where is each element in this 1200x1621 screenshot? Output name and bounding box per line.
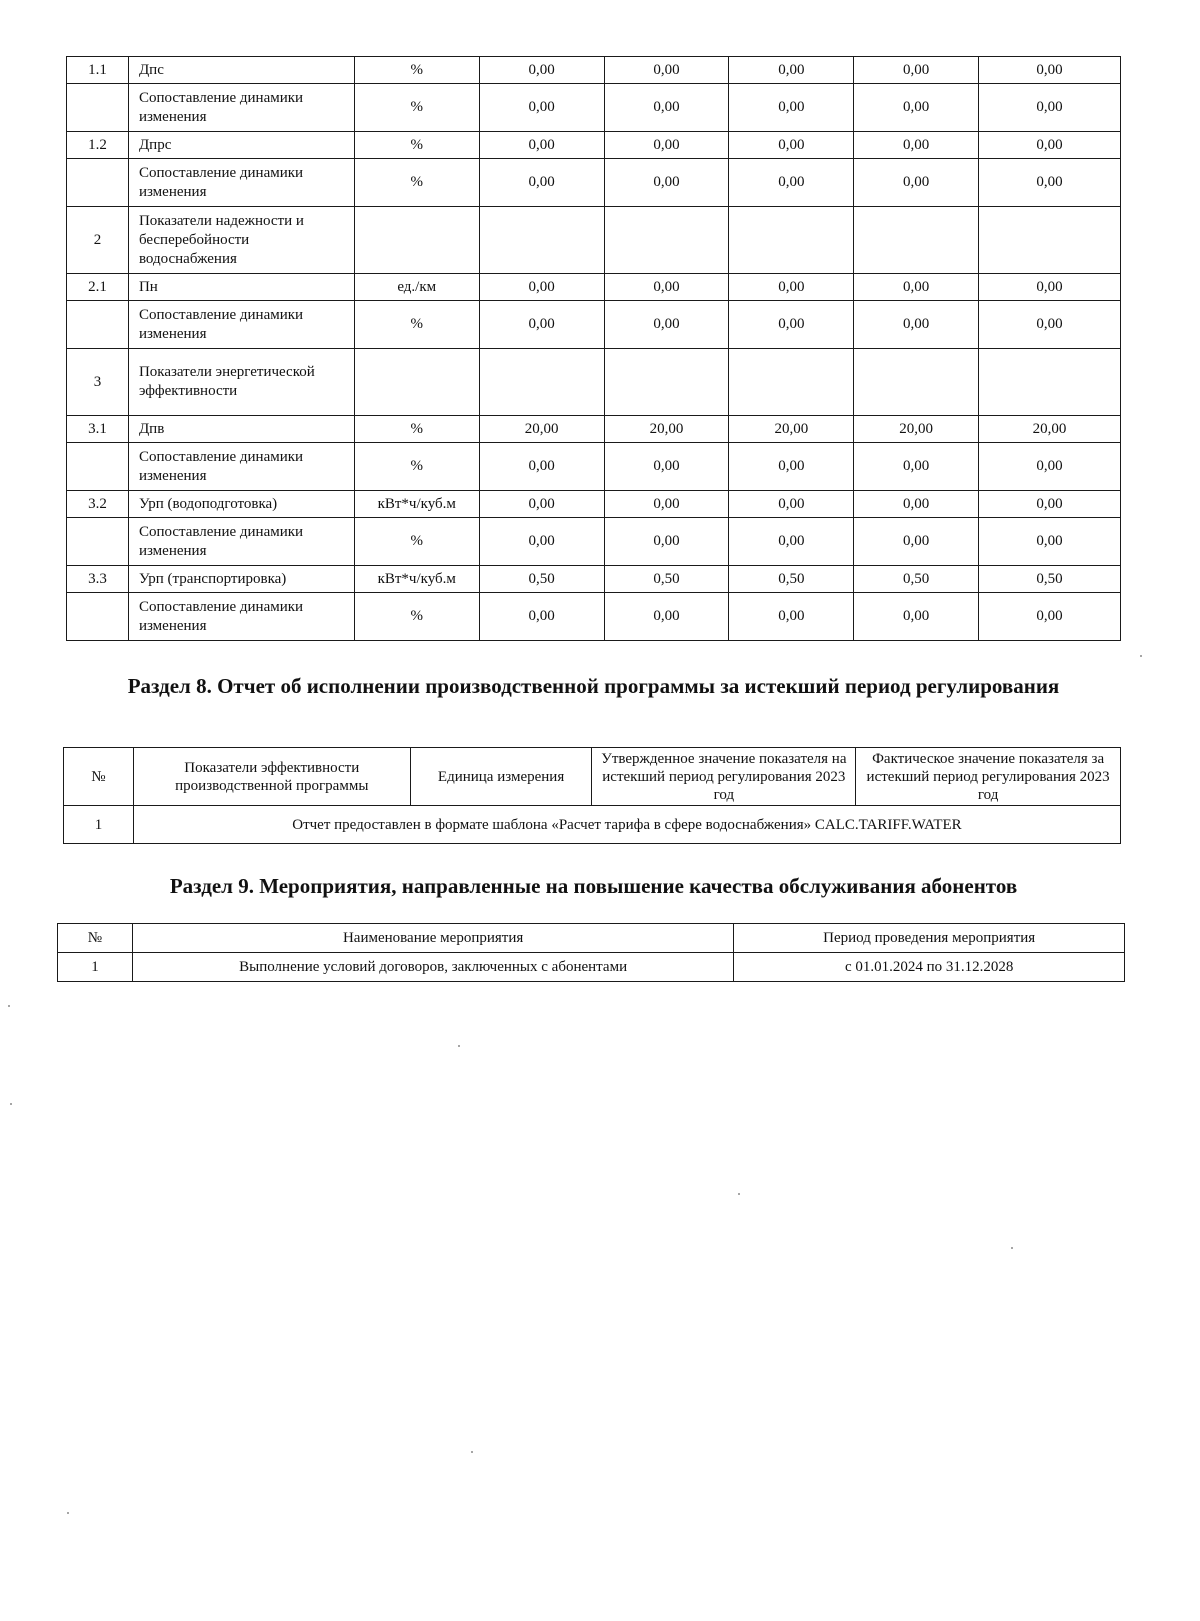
value-cell: 0,00 <box>729 274 854 301</box>
value-cell: 0,00 <box>854 443 979 491</box>
s9-activity-period: с 01.01.2024 по 31.12.2028 <box>734 953 1125 982</box>
value-cell: 0,00 <box>854 274 979 301</box>
indicator-name: Показатели энергетической эффективности <box>128 349 354 416</box>
table-row <box>67 349 1121 416</box>
value-cell: 0,00 <box>979 159 1121 207</box>
value-cell: 0,00 <box>479 491 604 518</box>
value-cell: 0,50 <box>979 566 1121 593</box>
value-cell: 0,00 <box>729 84 854 132</box>
indicator-name: Дпв <box>128 416 354 443</box>
value-cell: 0,00 <box>729 57 854 84</box>
value-cell <box>479 349 604 416</box>
value-cell: 0,00 <box>604 132 729 159</box>
value-cell <box>979 207 1121 274</box>
value-cell: 0,00 <box>479 159 604 207</box>
scan-speck <box>8 1005 10 1007</box>
value-cell: 0,00 <box>979 301 1121 349</box>
table-row <box>67 518 1121 566</box>
unit-of-measure: % <box>354 159 479 207</box>
scan-speck <box>10 1103 12 1105</box>
value-cell: 0,00 <box>729 301 854 349</box>
table-row <box>67 491 1121 518</box>
value-cell: 0,00 <box>729 159 854 207</box>
section-8-heading: Раздел 8. Отчет об исполнении производственной программы за истекший период регулирования <box>127 674 1060 698</box>
unit-of-measure: кВт*ч/куб.м <box>354 491 479 518</box>
value-cell: 20,00 <box>729 416 854 443</box>
value-cell: 20,00 <box>979 416 1121 443</box>
indicator-name: Сопоставление динамики изменения <box>128 593 354 641</box>
indicator-name: Урп (транспортировка) <box>128 566 354 593</box>
value-cell: 20,00 <box>604 416 729 443</box>
indicator-name: Сопоставление динамики изменения <box>128 159 354 207</box>
value-cell: 0,00 <box>479 443 604 491</box>
s9-row-number: 1 <box>58 953 133 982</box>
indicator-name: Сопоставление динамики изменения <box>128 84 354 132</box>
value-cell: 0,00 <box>604 57 729 84</box>
indicator-name: Урп (водоподготовка) <box>128 491 354 518</box>
value-cell: 0,50 <box>479 566 604 593</box>
indicator-name: Сопоставление динамики изменения <box>128 518 354 566</box>
row-number <box>67 159 129 207</box>
value-cell: 0,00 <box>854 57 979 84</box>
value-cell <box>604 349 729 416</box>
value-cell: 0,00 <box>979 274 1121 301</box>
value-cell: 0,00 <box>729 443 854 491</box>
value-cell: 0,00 <box>854 159 979 207</box>
value-cell: 0,00 <box>604 491 729 518</box>
section-9-heading: Раздел 9. Мероприятия, направленные на повышение качества обслуживания абонентов <box>169 874 1018 898</box>
row-number: 1.2 <box>67 132 129 159</box>
value-cell <box>854 349 979 416</box>
s8-col-actual: Фактическое значение показателя за истекший период регулирования 2023 год <box>856 748 1121 806</box>
value-cell: 0,00 <box>979 491 1121 518</box>
scan-speck <box>67 1512 69 1514</box>
row-number: 2.1 <box>67 274 129 301</box>
section-9-table <box>57 923 1125 982</box>
value-cell: 20,00 <box>479 416 604 443</box>
section-9-header-row <box>58 924 1125 953</box>
row-number: 1.1 <box>67 57 129 84</box>
value-cell: 0,00 <box>479 593 604 641</box>
indicator-name: Показатели надежности и бесперебойности водоснабжения <box>128 207 354 274</box>
s8-row-number: 1 <box>64 806 134 844</box>
value-cell: 0,00 <box>729 132 854 159</box>
table-row <box>67 301 1121 349</box>
value-cell: 0,00 <box>479 84 604 132</box>
value-cell: 0,00 <box>604 84 729 132</box>
s8-col-unit: Единица измерения <box>410 748 592 806</box>
section-8-header-row <box>64 748 1121 806</box>
value-cell: 0,00 <box>854 491 979 518</box>
value-cell: 0,00 <box>604 274 729 301</box>
value-cell: 0,00 <box>979 518 1121 566</box>
value-cell: 0,00 <box>604 301 729 349</box>
value-cell: 0,00 <box>479 132 604 159</box>
unit-of-measure: % <box>354 443 479 491</box>
indicator-name: Пн <box>128 274 354 301</box>
value-cell: 0,00 <box>979 443 1121 491</box>
s9-col-number: № <box>58 924 133 953</box>
table-row <box>67 274 1121 301</box>
unit-of-measure: кВт*ч/куб.м <box>354 566 479 593</box>
scan-speck <box>471 1451 473 1453</box>
value-cell: 0,00 <box>854 518 979 566</box>
table-row <box>67 132 1121 159</box>
table-row <box>64 806 1121 844</box>
value-cell: 0,00 <box>979 84 1121 132</box>
unit-of-measure: % <box>354 301 479 349</box>
row-number: 3.1 <box>67 416 129 443</box>
s8-col-number: № <box>64 748 134 806</box>
table-row <box>67 84 1121 132</box>
value-cell: 0,50 <box>604 566 729 593</box>
value-cell: 0,00 <box>604 518 729 566</box>
indicator-name: Дпрс <box>128 132 354 159</box>
value-cell <box>479 207 604 274</box>
s9-col-period: Период проведения мероприятия <box>734 924 1125 953</box>
value-cell <box>979 349 1121 416</box>
s8-col-indicators: Показатели эффективности производственной программы <box>133 748 410 806</box>
value-cell: 0,00 <box>979 57 1121 84</box>
indicator-name: Сопоставление динамики изменения <box>128 443 354 491</box>
table-row <box>67 159 1121 207</box>
table-row <box>67 416 1121 443</box>
row-number <box>67 443 129 491</box>
unit-of-measure: % <box>354 84 479 132</box>
unit-of-measure <box>354 207 479 274</box>
row-number <box>67 593 129 641</box>
value-cell: 0,00 <box>854 132 979 159</box>
indicators-table-body <box>67 57 1121 641</box>
unit-of-measure: ед./км <box>354 274 479 301</box>
value-cell: 0,00 <box>479 518 604 566</box>
unit-of-measure: % <box>354 57 479 84</box>
table-row <box>67 443 1121 491</box>
unit-of-measure: % <box>354 593 479 641</box>
value-cell <box>854 207 979 274</box>
row-number: 3.2 <box>67 491 129 518</box>
unit-of-measure <box>354 349 479 416</box>
s8-col-approved: Утвержденное значение показателя на истекший период регулирования 2023 год <box>592 748 856 806</box>
row-number <box>67 84 129 132</box>
value-cell: 0,00 <box>479 274 604 301</box>
section-8-table <box>63 747 1121 844</box>
scan-speck <box>1011 1247 1013 1249</box>
table-row <box>67 593 1121 641</box>
unit-of-measure: % <box>354 132 479 159</box>
value-cell: 0,00 <box>604 593 729 641</box>
value-cell: 0,00 <box>854 301 979 349</box>
value-cell: 0,00 <box>729 518 854 566</box>
table-row <box>67 57 1121 84</box>
table-row <box>67 207 1121 274</box>
row-number: 2 <box>67 207 129 274</box>
value-cell: 0,00 <box>604 159 729 207</box>
row-number <box>67 518 129 566</box>
s9-activity-name: Выполнение условий договоров, заключенных с абонентами <box>132 953 733 982</box>
indicator-name: Сопоставление динамики изменения <box>128 301 354 349</box>
value-cell: 0,00 <box>979 132 1121 159</box>
value-cell: 20,00 <box>854 416 979 443</box>
value-cell: 0,00 <box>479 57 604 84</box>
value-cell <box>729 349 854 416</box>
table-row <box>58 953 1125 982</box>
row-number <box>67 301 129 349</box>
table-row <box>67 566 1121 593</box>
value-cell: 0,00 <box>729 593 854 641</box>
unit-of-measure: % <box>354 416 479 443</box>
value-cell <box>729 207 854 274</box>
s8-report-note: Отчет предоставлен в формате шаблона «Расчет тарифа в сфере водоснабжения» CALC.TARIFF.WATER <box>133 806 1120 844</box>
value-cell: 0,00 <box>854 84 979 132</box>
value-cell: 0,00 <box>604 443 729 491</box>
value-cell: 0,00 <box>479 301 604 349</box>
value-cell: 0,50 <box>854 566 979 593</box>
row-number: 3.3 <box>67 566 129 593</box>
value-cell <box>604 207 729 274</box>
s9-col-name: Наименование мероприятия <box>132 924 733 953</box>
value-cell: 0,00 <box>729 491 854 518</box>
indicator-name: Дпс <box>128 57 354 84</box>
scan-speck <box>458 1045 460 1047</box>
row-number: 3 <box>67 349 129 416</box>
value-cell: 0,50 <box>729 566 854 593</box>
scan-speck <box>1140 655 1142 657</box>
value-cell: 0,00 <box>979 593 1121 641</box>
value-cell: 0,00 <box>854 593 979 641</box>
scan-speck <box>738 1193 740 1195</box>
unit-of-measure: % <box>354 518 479 566</box>
indicators-table <box>66 56 1121 641</box>
